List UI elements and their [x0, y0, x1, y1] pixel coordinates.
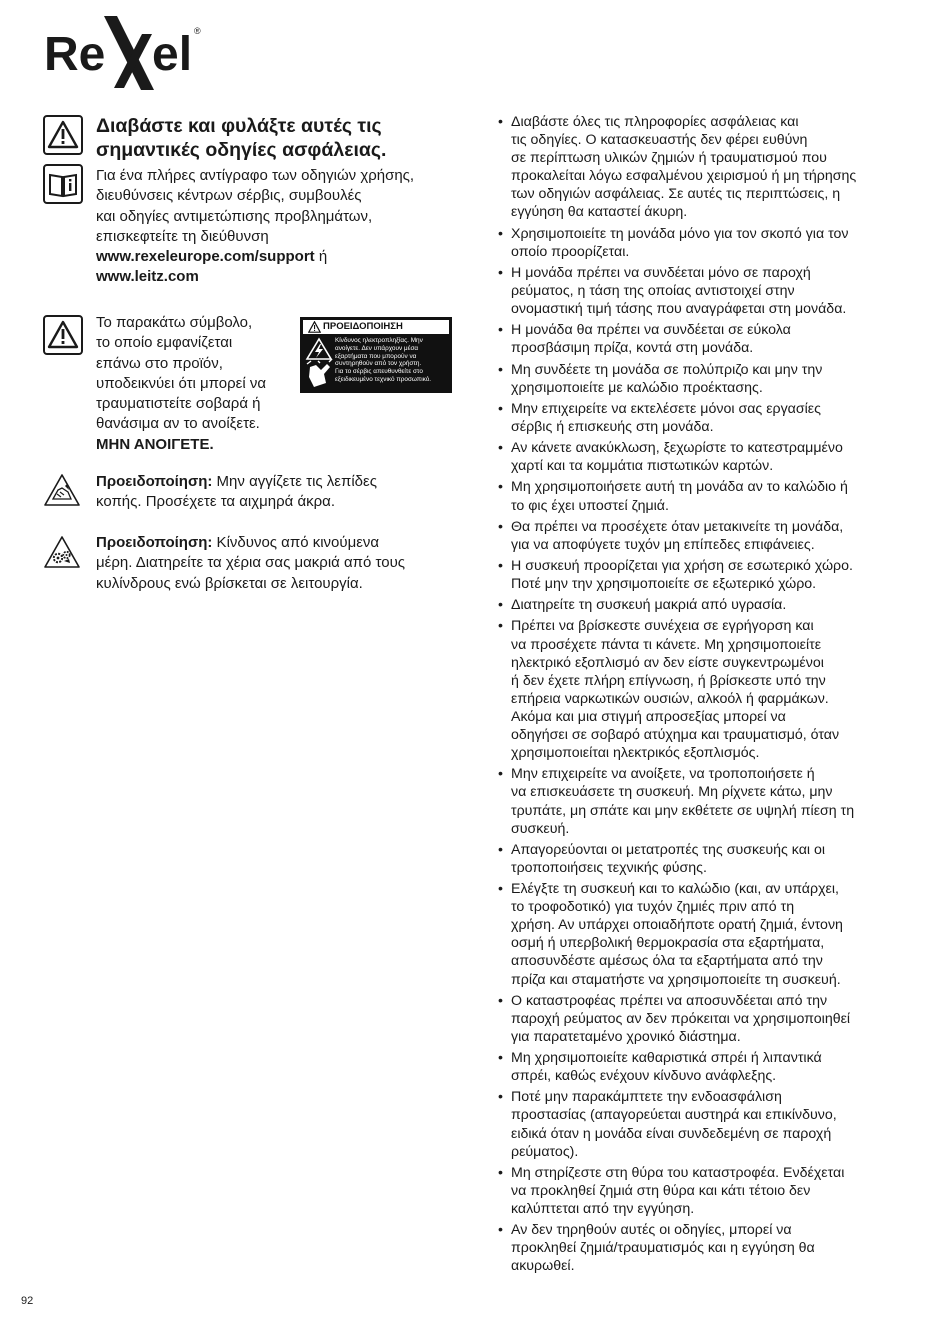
list-item-line: • Η μονάδα θα πρέπει να συνδέεται σε εύκολα [511, 322, 791, 339]
list-item-line: • Ο καταστροφέας πρέπει να αποσυνδέεται από την [511, 992, 828, 1009]
warning-label: Προειδοποίηση: [96, 534, 213, 551]
rexel-logo-mark [44, 10, 204, 92]
intro-line: και οδηγίες αντιμετώπισης προβλημάτων, [96, 207, 373, 225]
list-item-line: προκληθεί ζημιά/τραυματισμός και η εγγύηση θα [511, 1240, 815, 1257]
list-item-line: παροχή ρεύματος αν δεν πρόκειται να χρησιμοποιηθεί [511, 1010, 851, 1027]
page-title [96, 114, 456, 162]
list-item-line: • Ελέγξτε τη συσκευή και το καλώδιο (και, αν υπάρχει, [511, 881, 839, 898]
list-item-line: • Αν δεν τηρηθούν αυτές οι οδηγίες, μπορεί να [511, 1222, 792, 1239]
list-item-line: εγγύηση θα καταστεί άκυρη. [511, 204, 688, 221]
list-item [498, 596, 910, 614]
list-item-line: προκαλείται λόγω εσφαλμένου χειρισμού ή μη τήρησης [511, 168, 857, 185]
moving-parts-warning-text [96, 533, 405, 594]
list-item [498, 617, 910, 762]
warning-label-line: συντηρηθούν από τον χρήστη. [335, 360, 422, 368]
intro-text [96, 166, 414, 288]
list-item-line: το τροφοδοτικό) για τυχόν ζημιές πριν από τη [511, 899, 795, 916]
list-item-line: ακυρωθεί. [511, 1258, 575, 1275]
list-item-line: χρήση. Αν υπάρχει οποιαδήποτε ορατή ζημιά, έντονη [511, 917, 843, 934]
warning-label-header [303, 320, 449, 334]
warning-label-title: ΠΡΟΕΙΔΟΠΟΙΗΣΗ [323, 321, 403, 332]
list-item-line: πρίζα και σταματήστε να χρησιμοποιείτε τη συσκευή. [511, 971, 841, 988]
product-warning-label [300, 317, 452, 393]
warning-label-line: εξειδικευμένο τεχνικό προσωπικό. [335, 375, 432, 383]
list-item-line: προστασίας (απαγορεύεται αυστηρά και επικίνδυνο, [511, 1107, 837, 1124]
list-item-line: ρεύματος, η τάση της οποίας αντιστοιχεί στην [511, 283, 795, 300]
warning-label: Προειδοποίηση: [96, 473, 213, 490]
list-item-line: Ακόμα και μια στιγμή απροσεξίας μπορεί να [511, 708, 786, 725]
intro-link-line [96, 247, 414, 267]
warning-label-line: Κίνδυνος ηλεκτροπληξίας. Μην [335, 337, 423, 344]
logo-el: el [152, 28, 193, 81]
list-item-line: • Χρησιμοποιείτε τη μονάδα μόνο για τον σκοπό για τον [511, 225, 849, 242]
list-item [498, 478, 910, 514]
list-item-line: οδηγήσει σε σοβαρό ατύχημα και τραυματισμό, όταν [511, 727, 840, 744]
moving-warning-line [96, 533, 405, 553]
or-text: ή [314, 248, 328, 266]
list-item [498, 880, 910, 989]
list-item-line: για να αποφύγετε τυχόν μη επίπεδες επιφάνειες. [511, 536, 815, 553]
symbol-note-line: θανάσιμα αν το ανοίξετε. [96, 415, 260, 433]
symbol-note-line: επάνω στο προϊόν, [96, 354, 223, 372]
list-item-line: • Μη χρησιμοποιήσετε αυτή τη μονάδα αν το καλώδιο ή [511, 479, 848, 496]
safety-instructions-list [498, 113, 910, 1279]
moving-warning-line-3: κυλίνδρους ενώ βρίσκεται σε λειτουργία. [96, 574, 363, 592]
electric-shock-icon [304, 337, 334, 391]
list-item-line: τρυπάτε, μη σπάτε και μην εκθέτετε σε υψηλή πίεση τη [511, 802, 855, 819]
blade-hazard-icon [43, 472, 81, 508]
list-item [498, 992, 910, 1046]
list-item-line: αποσυνδέστε αμέσως όλα τα εξαρτήματα από την [511, 953, 823, 970]
list-item-line: ή δεν έχετε πλήρη επίγνωση, ή βρίσκεστε υπό την [511, 672, 826, 689]
moving-warning-line-1: Κίνδυνος από κινούμενα [212, 534, 380, 551]
blade-warning-text [96, 472, 377, 513]
list-item-line: • Μη χρησιμοποιείτε καθαριστικά σπρέι ή λιπαντικά [511, 1050, 822, 1067]
list-item-line: • Αν κάνετε ανακύκλωση, ξεχωρίστε το κατεστραμμένο [511, 440, 843, 457]
list-item-line: οσμή ή υπερβολική θερμοκρασία στα εξαρτήματα, [511, 935, 825, 952]
list-item-line: ειδικά όταν η μονάδα είναι συνδεδεμένη σε παροχή [511, 1125, 832, 1142]
bullet-list [498, 113, 910, 1276]
list-item-line: σέρβις ή επισκευής στη μονάδα. [511, 418, 714, 435]
list-item-line: ρεύματος). [511, 1143, 579, 1160]
list-item-line: για παρατεταμένο χρονικό διάστημα. [511, 1028, 741, 1045]
list-item-line: • Μη συνδέετε τη μονάδα σε πολύπριζο και μην την [511, 361, 823, 378]
list-item-line: • Μη στηρίζεστε στη θύρα του καταστροφέα. Ενδέχεται [511, 1164, 845, 1181]
logo-re: Re [44, 28, 106, 81]
leitz-link[interactable]: www.leitz.com [96, 268, 199, 286]
list-item [498, 1221, 910, 1275]
symbol-note [96, 313, 266, 455]
warning-label-text [335, 337, 451, 384]
list-item-line: τις οδηγίες. Ο κατασκευαστής δεν φέρει ευθύνη [511, 132, 808, 149]
list-item-line: Ποτέ μην την χρησιμοποιείτε σε εξωτερικό χώρο. [511, 576, 817, 593]
list-item-line: • Η συσκευή προορίζεται για χρήση σε εσωτερικό χώρο. [511, 558, 853, 574]
warning-label-line: ανοίγετε. Δεν υπάρχουν μέσα [335, 344, 419, 352]
list-item [498, 400, 910, 436]
rexel-logo [44, 10, 204, 92]
list-item-line: των οδηγιών ασφάλειας. Σε αυτές τις περιπτώσεις, η [511, 186, 841, 203]
blade-warning-line-1: Μην αγγίζετε τις λεπίδες [212, 473, 377, 490]
intro-line: διευθύνσεις κέντρων σέρβις, συμβουλές [96, 187, 362, 205]
list-item-line: ονομαστική τιμή τάσης που αναγράφεται στη μονάδα. [511, 301, 847, 318]
symbol-note-line: υποδεικνύει ότι μπορεί να [96, 374, 267, 392]
intro-line: επισκεφτείτε τη διεύθυνση [96, 227, 269, 245]
list-item [498, 113, 910, 222]
symbol-note-line: τραυματιστείτε σοβαρά ή [96, 395, 261, 413]
title-line: Διαβάστε και φυλάξτε αυτές τις [96, 115, 382, 137]
list-item [498, 264, 910, 318]
moving-warning-line-2: μέρη. Διατηρείτε τα χέρια σας μακριά από τους [96, 554, 406, 572]
intro-line: Για ένα πλήρες αντίγραφο των οδηγιών χρήσης, [96, 167, 415, 184]
read-manual-icon [43, 164, 83, 204]
symbol-note-line: το οποίο εμφανίζεται [96, 334, 233, 352]
list-item-line: • Ποτέ μην παρακάμπτετε την ενδοασφάλιση [511, 1089, 782, 1106]
warning-label-line: εξαρτήματα που μπορούν να [335, 352, 417, 360]
logo-x [104, 16, 154, 90]
list-item [498, 841, 910, 877]
list-item-line: χρησιμοποιείτε με καλώδιο προέκτασης. [511, 379, 763, 396]
list-item-line: χρησιμοποιείται ηλεκτρικός εξοπλισμός. [511, 745, 760, 762]
list-item-line: τροποποιήσεις τεχνικής φύσης. [511, 859, 707, 876]
list-item-line: • Διατηρείτε τη συσκευή μακριά από υγρασία. [511, 597, 787, 614]
list-item-line: χαρτί και τα κομμάτια πιστωτικών καρτών. [511, 458, 774, 475]
warning-triangle-icon [308, 321, 321, 333]
do-not-open-text: ΜΗΝ ΑΝΟΙΓΕΤΕ. [96, 435, 214, 453]
list-item-line: • Μην επιχειρείτε να εκτελέσετε μόνοι σας εργασίες [511, 400, 821, 417]
list-item [498, 439, 910, 475]
list-item-line: επήρεια ναρκωτικών ουσιών, αλκοόλ ή φαρμάκων. [511, 690, 829, 707]
list-item-line: • Μην επιχειρείτε να ανοίξετε, να τροποποιήσετε ή [511, 766, 815, 783]
support-link[interactable]: www.rexeleurope.com/support [96, 248, 315, 266]
list-item [498, 557, 910, 593]
list-item-line: συσκευή. [511, 820, 570, 837]
list-item-line: • Διαβάστε όλες τις πληροφορίες ασφάλειας και [511, 114, 799, 130]
list-item-line: • Πρέπει να βρίσκεστε συνέχεια σε εγρήγορση και [511, 618, 814, 635]
list-item-line: οποίο προορίζεται. [511, 243, 630, 260]
list-item-line: να προκληθεί ζημιά στη θύρα και κάτι τέτοιο δεν [511, 1182, 811, 1199]
symbol-note-line: Το παρακάτω σύμβολο, [96, 314, 253, 331]
list-item [498, 765, 910, 837]
list-item-line: σπρέι, καθώς ενέχουν κίνδυνο ανάφλεξης. [511, 1068, 777, 1085]
list-item [498, 1164, 910, 1218]
blade-warning-line [96, 472, 377, 492]
list-item [498, 1088, 910, 1160]
list-item [498, 518, 910, 554]
list-item-line: προσβάσιμη πρίζα, κοντά στη μονάδα. [511, 340, 754, 357]
list-item-line: • Απαγορεύονται οι μετατροπές της συσκευής και οι [511, 841, 826, 858]
warning-triangle-icon [43, 115, 83, 155]
list-item-line: σε περίπτωση υλικών ζημιών ή τραυματισμού που [511, 150, 827, 167]
list-item-line: το φις έχει υποστεί ζημιά. [511, 497, 669, 514]
warning-triangle-icon [43, 315, 83, 355]
list-item-line: ηλεκτρικό εξοπλισμό αν δεν είστε συγκεντρωμένοι [511, 654, 824, 671]
list-item-line: να προσέχετε πάντα τι κάνετε. Μη χρησιμοποιείτε [511, 636, 822, 653]
list-item [498, 361, 910, 397]
list-item-line: καλύπτεται από την εγγύηση. [511, 1201, 695, 1218]
list-item [498, 225, 910, 261]
list-item [498, 321, 910, 357]
list-item [498, 1049, 910, 1085]
title-line: σημαντικές οδηγίες ασφάλειας. [96, 139, 387, 161]
list-item-line: • Η μονάδα πρέπει να συνδέεται μόνο σε παροχή [511, 264, 811, 281]
logo-trademark: ® [194, 26, 201, 36]
blade-warning-line-2: κοπής. Προσέχετε τα αιχμηρά άκρα. [96, 493, 336, 511]
list-item-line: • Θα πρέπει να προσέχετε όταν μετακινείτε τη μονάδα, [511, 518, 844, 535]
moving-parts-hazard-icon [43, 534, 81, 570]
list-item-line: να επισκευάσετε τη συσκευή. Μη ρίχνετε κάτω, μην [511, 784, 833, 801]
page-number: 92 [21, 1295, 34, 1307]
warning-label-line: Για το σέρβις απευθυνθείτε στο [335, 368, 423, 376]
